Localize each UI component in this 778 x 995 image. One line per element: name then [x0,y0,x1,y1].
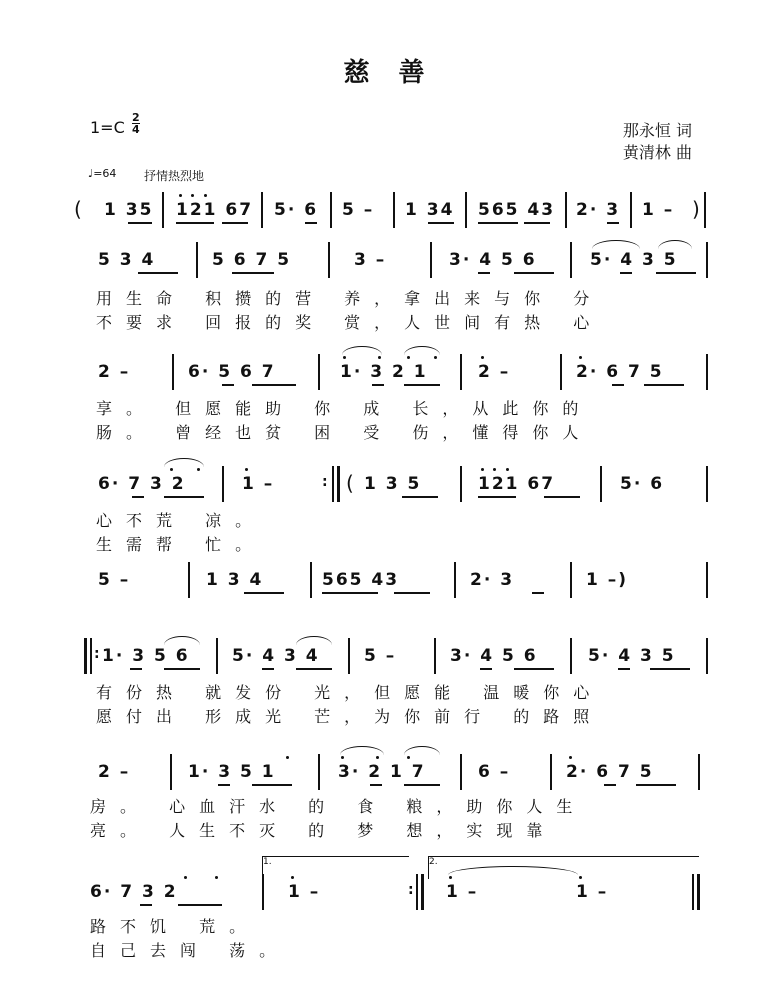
volta-2: 2. [428,856,699,879]
lyricist: 那永恒 词 [622,121,692,140]
lyric-verse-2: 肠。 曾经也贫 困 受 伤，懂得你人 [96,423,593,442]
volta-1: 1. [262,856,409,879]
lyric-verse-1: 享。 但愿能助 你 成 长，从此你的 [96,399,593,418]
lyric-verse-1: 用生命 积攒的营 养，拿出来与你 分 [96,289,604,308]
lyric-verse-1: 房。 心血汗水 的 食 粮，助你人生 [90,797,587,816]
lyric-verse-1: 路不饥 荒。 [90,917,260,936]
composer: 黄清林 曲 [622,143,692,162]
expression-marking: 抒情热烈地 [144,169,205,183]
key-signature: 1=C [90,118,125,137]
page-title: 慈 善 [343,58,435,88]
lyric-verse-2: 不要求 回报的奖 赏，人世间有热 心 [96,313,604,332]
lyric-verse-1: 心不荒 凉。 [96,511,266,530]
lyric-verse-2: 亮。 人生不灭 的 梦 想，实现靠 [90,821,557,840]
lyric-verse-2: 生需帮 忙。 [96,535,266,554]
lyric-verse-2: 愿付出 形成光 芒，为你前行 的路照 [96,707,604,726]
lyric-verse-2: 自己去闯 荡。 [90,941,290,960]
lyric-verse-1: 有份热 就发份 光，但愿能 温暖你心 [96,683,604,702]
time-signature: 2 4 [132,111,140,136]
tempo-marking: ♩=64 [88,167,117,180]
